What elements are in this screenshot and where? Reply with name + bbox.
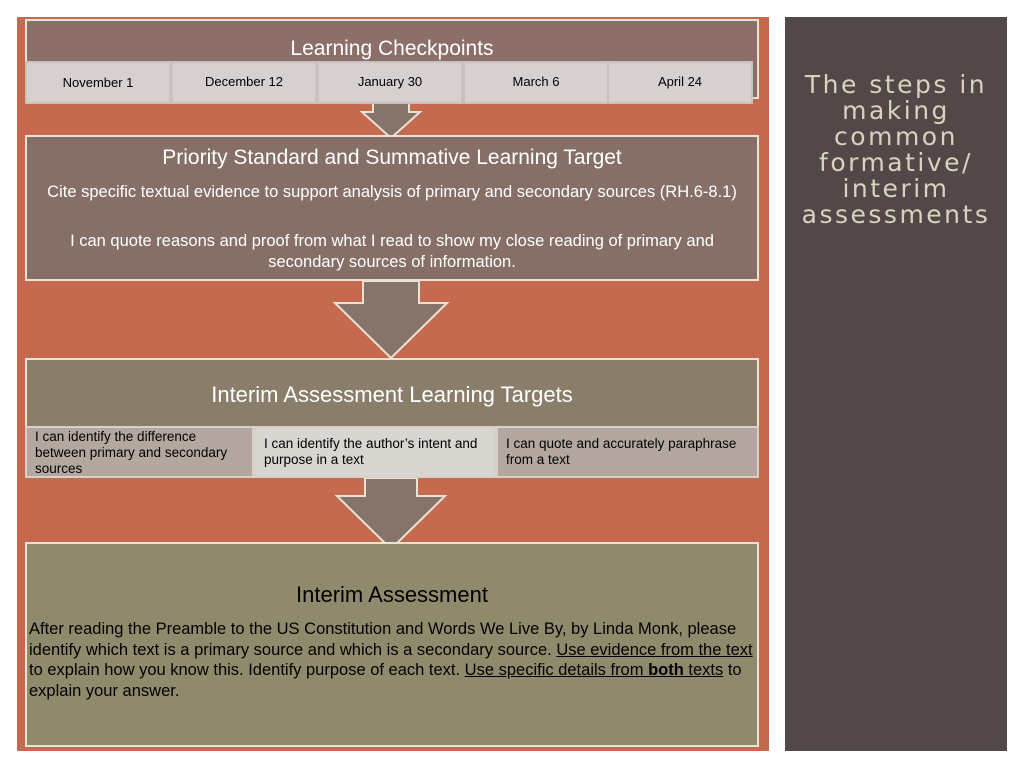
interim-assessment-text bbox=[29, 619, 755, 701]
learning-target-2: I can identify the author’s intent and purpose in a text bbox=[254, 426, 496, 478]
interim-targets-title: Interim Assessment Learning Targets bbox=[211, 382, 573, 407]
learning-target-1: I can identify the difference between primary and secondary sources bbox=[25, 426, 254, 478]
assessment-underlined-part: texts bbox=[683, 661, 724, 679]
checkpoint-date-3 bbox=[317, 61, 463, 104]
checkpoint-date-label: December 12 bbox=[204, 74, 284, 89]
learning-target-3: I can quote and accurately paraphrase from a text bbox=[496, 426, 759, 478]
assessment-underlined-text bbox=[465, 661, 724, 679]
assessment-underlined-text: Use evidence from the text bbox=[556, 640, 753, 659]
checkpoint-date-5 bbox=[607, 61, 753, 104]
checkpoint-date-label: January 30 bbox=[357, 74, 423, 89]
assessment-text-part: After reading the Preamble to the US Constitution and Words We Live By, by Linda Monk, please identify which text is a primary source and which is a secondary source. bbox=[29, 620, 737, 659]
checkpoint-date-label: April 24 bbox=[657, 74, 703, 89]
checkpoints-title: Learning Checkpoints bbox=[290, 37, 494, 60]
checkpoint-date-label: March 6 bbox=[512, 74, 560, 89]
priority-standard-title: Priority Standard and Summative Learning Target bbox=[162, 146, 622, 169]
priority-i-can-statement: I can quote reasons and proof from what I read to show my close reading of primary and secondary sources of information. bbox=[70, 232, 714, 271]
slide-title: The steps in making common formative/ interim assessments bbox=[801, 70, 991, 229]
assessment-underlined-part: Use specific details from bbox=[464, 661, 649, 679]
assessment-text-part: to explain how you know this. Identify purpose of each text. bbox=[29, 661, 465, 679]
assessment-bold-text: both bbox=[648, 661, 684, 679]
priority-standard-text: Cite specific textual evidence to support analysis of primary and secondary sources (RH.6-8.1) bbox=[47, 183, 737, 201]
assessment-text-part: to explain your answer. bbox=[29, 661, 742, 700]
interim-assessment-title: Interim Assessment bbox=[296, 582, 488, 607]
checkpoint-date-1 bbox=[25, 61, 171, 104]
checkpoint-date-2 bbox=[171, 61, 317, 104]
checkpoint-date-label: November 1 bbox=[62, 75, 134, 90]
checkpoint-date-4 bbox=[463, 61, 609, 104]
